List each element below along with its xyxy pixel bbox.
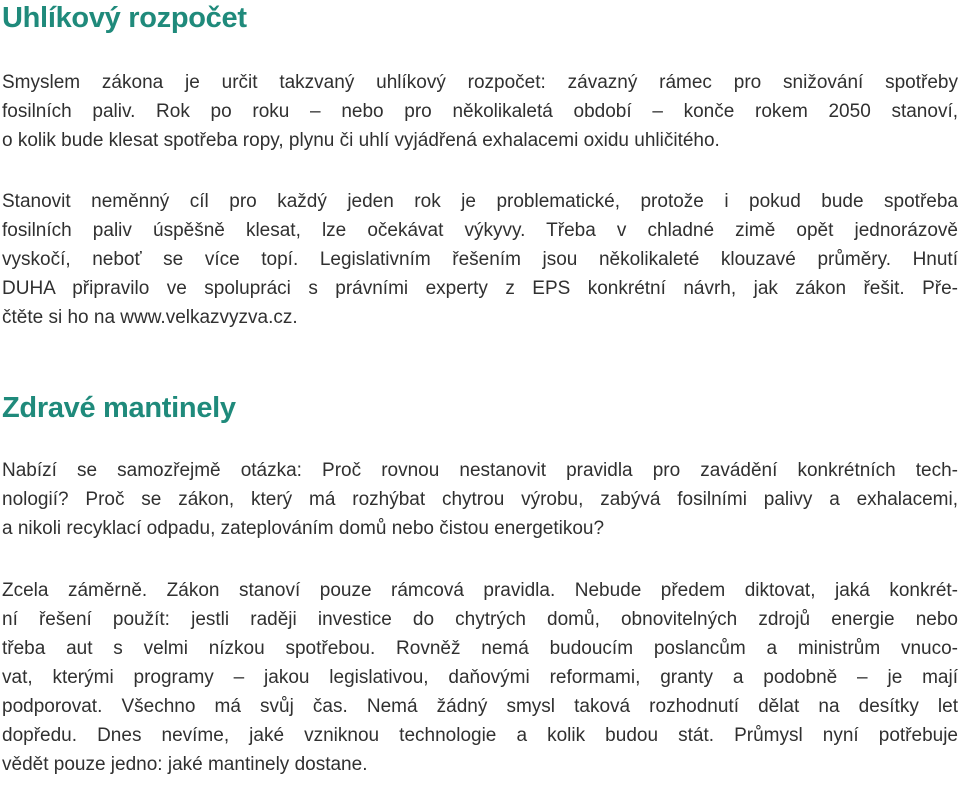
text-line: vědět pouze jedno: jaké mantinely dostane. <box>2 754 368 775</box>
section-heading-healthy-boundaries: Zdravé mantinely <box>2 392 236 424</box>
text-line: ní řešení použít: jestli raději investice do chytrých domů, obnovitelných zdrojů energie nebo <box>2 609 958 630</box>
section-heading-carbon-budget: Uhlíkový rozpočet <box>2 2 247 34</box>
text-line: o kolik bude klesat spotřeba ropy, plynu či uhlí vyjádřená exhalacemi oxidu uhličitého. <box>2 130 720 151</box>
text-line: a nikoli recyklací odpadu, zateplováním domů nebo čistou energetikou? <box>2 518 605 539</box>
text-line: Smyslem zákona je určit takzvaný uhlíkový rozpočet: závazný rámec pro snižování spotřeby <box>2 72 958 93</box>
text-line: fosilních paliv úspěšně klesat, lze očekávat výkyvy. Třeba v chladné zimě opět jednorázově <box>2 220 958 241</box>
text-line: čtěte si ho na www.velkazvyzva.cz. <box>2 307 298 328</box>
text-line: podporovat. Všechno má svůj čas. Nemá žádný smysl taková rozhodnutí dělat na desítky let <box>2 696 958 717</box>
text-line: Nabízí se samozřejmě otázka: Proč rovnou nestanovit pravidla pro zavádění konkrétních tech- <box>2 460 958 481</box>
text-line: nologií? Proč se zákon, který má rozhýbat chytrou výrobu, zabývá fosilními palivy a exhalacemi, <box>2 489 958 510</box>
text-line: DUHA připravilo ve spolupráci s právními experty z EPS konkrétní návrh, jak zákon řešit. Pře- <box>2 278 958 299</box>
paragraph-healthy-boundaries-question <box>2 456 958 543</box>
paragraph-carbon-budget-intro <box>2 68 958 155</box>
text-line: Stanovit neměnný cíl pro každý jeden rok je problematické, protože i pokud bude spotřeba <box>2 191 958 212</box>
paragraph-healthy-boundaries-answer <box>2 576 958 779</box>
text-line: třeba aut s velmi nízkou spotřebou. Rovněž nemá budoucím poslancům a ministrům vnuco- <box>2 638 958 659</box>
text-line: vat, kterými programy – jakou legislativou, daňovými reformami, granty a podobně – je mají <box>2 667 958 688</box>
text-line: vyskočí, neboť se více topí. Legislativním řešením jsou několikaleté klouzavé průměry. Hnutí <box>2 249 958 270</box>
paragraph-carbon-budget-detail <box>2 187 958 332</box>
text-line: fosilních paliv. Rok po roku – nebo pro několikaletá období – konče rokem 2050 stanoví, <box>2 101 958 122</box>
text-line: dopředu. Dnes nevíme, jaké vzniknou technologie a kolik budou stát. Průmysl nyní potřebuje <box>2 725 958 746</box>
text-line: Zcela záměrně. Zákon stanoví pouze rámcová pravidla. Nebude předem diktovat, jaká konkrét- <box>2 580 958 601</box>
